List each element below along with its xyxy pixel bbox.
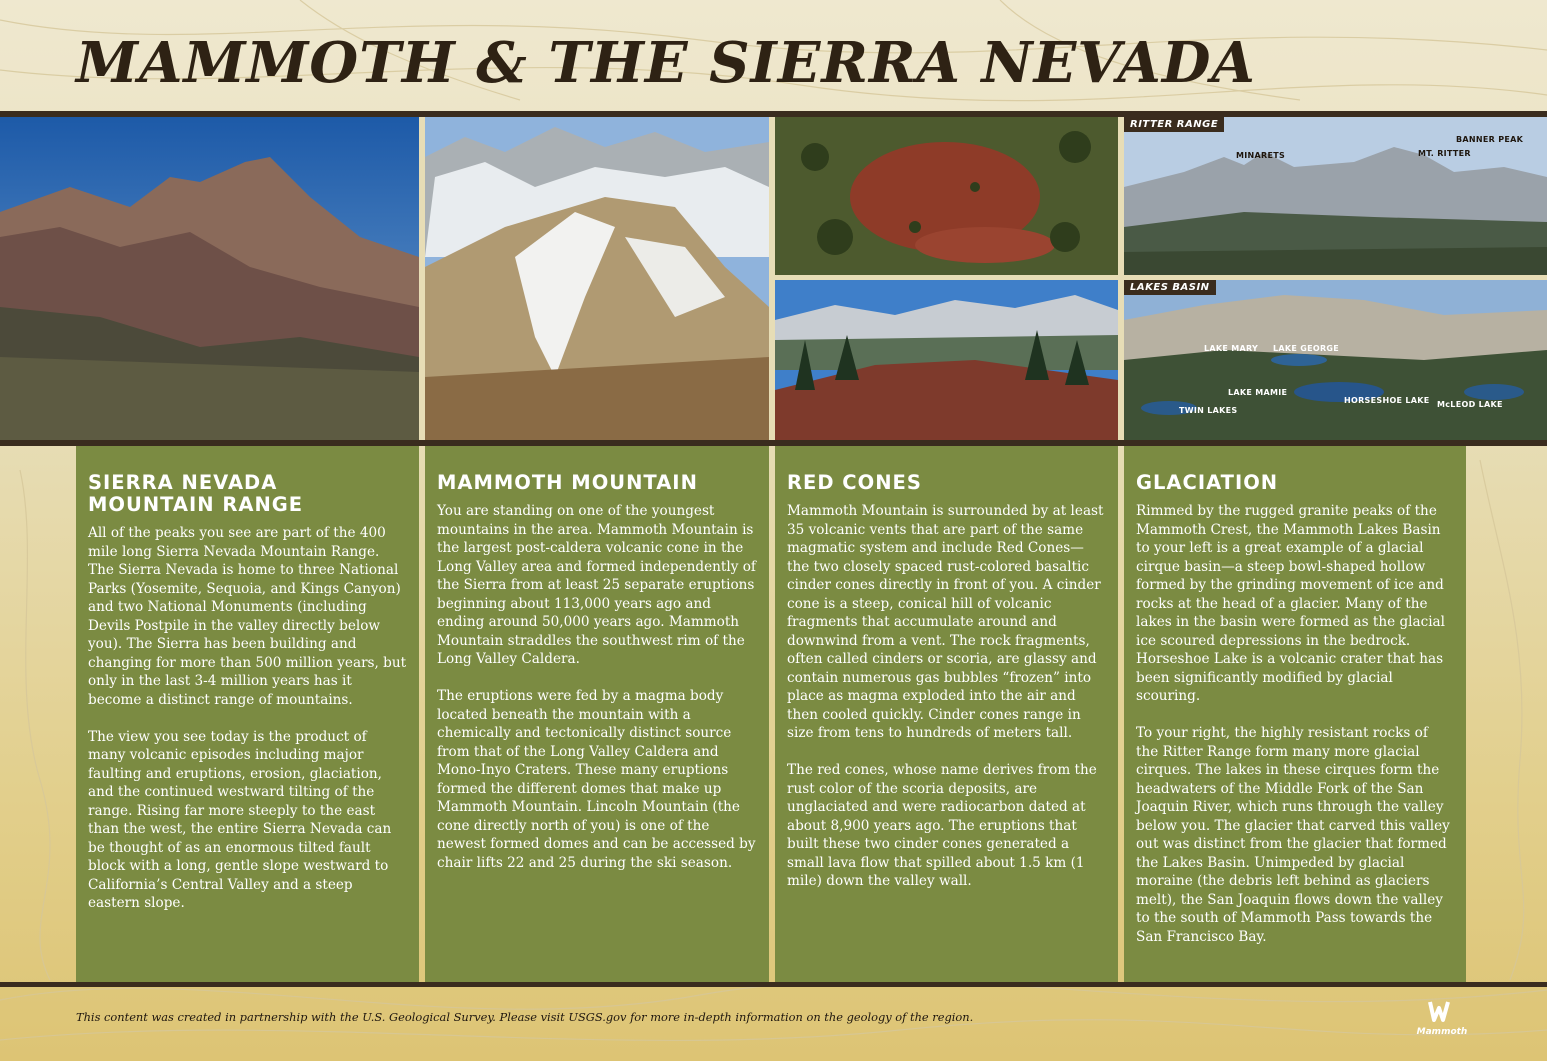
ritter-range-tag: RITTER RANGE [1124, 117, 1224, 132]
section-paragraph: Mammoth Mountain is surrounded by at least 35 volcanic vents that are part of the same magmatic system and include Red Cones—the two closely spaced rust-colored basaltic cinder cones directly in front of you. A cinder cone is a steep, conical hill of volcanic fragments that accumulate around and downwind from a vent. The rock fragments, often called cinders or scoria, are glassy and contain numerous gas bubbles “frozen” into place as magma exploded into the air and then cooled quickly. Cinder cones range in size from tens to hundreds of meters tall. [787, 503, 1104, 741]
red-cones-summit-photo [775, 280, 1118, 440]
page-title: MAMMOTH & THE SIERRA NEVADA [76, 30, 1256, 96]
mammoth-mountain-photo [425, 117, 769, 440]
mt-ritter-label: MT. RITTER [1418, 149, 1471, 158]
photo-strip [0, 117, 1547, 440]
footer-credit: This content was created in partnership with the U.S. Geological Survey. Please visit USGS.gov for more in-depth information on the geology of the region. [76, 1010, 974, 1024]
bottom-divider [0, 982, 1547, 987]
section-paragraph: To your right, the highly resistant rocks of the Ritter Range form many more glacial cirques. The lakes in these cirques form the headwaters of the Middle Fork of the San Joaquin River, which runs through the valley below you. The glacier that carved this valley out was distinct from the glacier that formed the Lakes Basin. Unimpeded by glacial moraine (the debris left behind as glaciers melt), the San Joaquin flows down the valley to the south of Mammoth Pass towards the San Francisco Bay. [1136, 725, 1450, 945]
section-heading: MAMMOTH MOUNTAIN [437, 471, 698, 494]
section-paragraph: The eruptions were fed by a magma body located beneath the mountain with a chemically and tectonically distinct source from that of the Long Valley Caldera and Mono-Inyo Craters. These many eruptions formed the different domes that make up Mammoth Mountain. Lincoln Mountain (the cone directly north of you) is one of the newest formed domes and can be accessed by chair lifts 22 and 25 during the ski season. [437, 688, 756, 871]
section-red-cones [775, 446, 1118, 982]
horseshoe-lake-label: HORSESHOE LAKE [1344, 396, 1430, 405]
lake-mary-label: LAKE MARY [1204, 344, 1259, 353]
twin-lakes-label: TWIN LAKES [1179, 406, 1238, 415]
section-paragraph: You are standing on one of the youngest mountains in the area. Mammoth Mountain is the largest post-caldera volcanic cone in the Long Valley area and formed independently of the Sierra from at least 25 separate eruptions beginning about 113,000 years ago and ending around 50,000 years ago. Mammoth Mountain straddles the southwest rim of the Long Valley Caldera. [437, 503, 756, 667]
banner-peak-label: BANNER PEAK [1456, 135, 1524, 144]
lakes-basin-photo [1124, 280, 1547, 440]
mammoth-logo [1412, 998, 1472, 1038]
lake-george-label: LAKE GEORGE [1273, 344, 1340, 353]
section-paragraph: Rimmed by the rugged granite peaks of the Mammoth Crest, the Mammoth Lakes Basin to your left is a great example of a glacial cirque basin—a steep bowl-shaped hollow formed by the grinding movement of ice and rocks at the head of a glacier. Many of the lakes in the basin were formed as the glacial ice scoured depressions in the bedrock. Horseshoe Lake is a volcanic crater that has been significantly modified by glacial scouring. [1136, 503, 1446, 704]
logo-text: Mammoth [1416, 1027, 1468, 1037]
section-mammoth-mountain [425, 446, 769, 982]
section-glaciation [1124, 446, 1466, 982]
red-cones-aerial-photo [775, 117, 1118, 275]
section-paragraph: The red cones, whose name derives from the rust color of the scoria deposits, are unglaciated and were radiocarbon dated at about 8,900 years ago. The eruptions that built these two cinder cones generated a small lava flow that spilled about 1.5 km (1 mile) down the valley wall. [787, 762, 1097, 889]
section-paragraph: The view you see today is the product of many volcanic episodes including major faulting and eruptions, erosion, glaciation, and the continued westward tilting of the range. Rising far more steeply to the east than the west, the entire Sierra Nevada can be thought of as an enormous tilted fault block with a long, gentle slope westward to California’s Central Valley and a steep eastern slope. [88, 728, 392, 911]
ritter-range-photo [1124, 117, 1547, 275]
lake-mamie-label: LAKE MAMIE [1228, 388, 1288, 397]
section-heading: RED CONES [787, 471, 922, 494]
section-sierra-nevada [76, 446, 419, 982]
section-paragraph: All of the peaks you see are part of the 400 mile long Sierra Nevada Mountain Range. The Sierra Nevada is home to three National Parks (Yosemite, Sequoia, and Kings Canyon) and two National Monuments (including Devils Postpile in the valley directly below you). The Sierra has been building and changing for more than 500 million years, but only in the last 3-4 million years has it become a distinct range of mountains. [88, 525, 407, 708]
sierra-nevada-photo [0, 117, 419, 440]
lakes-basin-tag: LAKES BASIN [1124, 280, 1216, 295]
section-heading: GLACIATION [1136, 471, 1279, 494]
mcleod-lake-label: McLEOD LAKE [1437, 400, 1503, 409]
minarets-label: MINARETS [1236, 151, 1286, 160]
section-heading: SIERRA NEVADA MOUNTAIN RANGE [88, 471, 304, 516]
